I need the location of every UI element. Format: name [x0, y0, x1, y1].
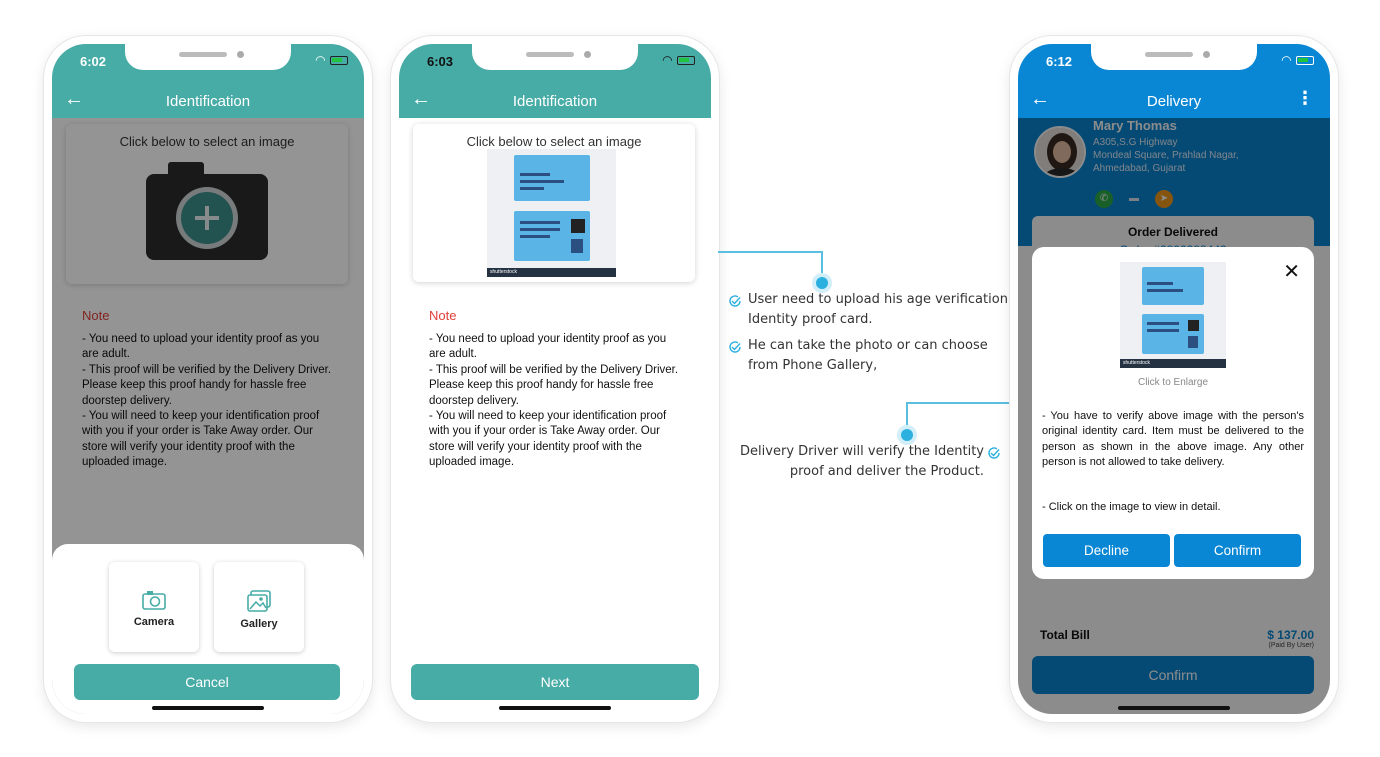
phone-screen	[399, 44, 711, 714]
status-time: 6:03	[427, 54, 454, 69]
customer-name: Mary Thomas	[1093, 118, 1177, 133]
camera-label: Camera	[133, 616, 175, 628]
connector-line	[906, 402, 1010, 404]
battery-icon	[1296, 56, 1314, 65]
phone-screen	[1018, 44, 1330, 714]
qr-code-icon	[1188, 320, 1199, 331]
gallery-label: Gallery	[240, 618, 278, 630]
note-title: Note	[82, 308, 110, 323]
wifi-icon: ◠	[315, 53, 325, 67]
battery-icon	[677, 56, 695, 65]
home-indicator	[152, 706, 264, 710]
page-title: Delivery	[1146, 93, 1202, 110]
confirm-button[interactable]: Confirm	[1174, 534, 1301, 567]
phone-delivery	[1010, 36, 1338, 722]
card-footer: shutterstock	[487, 268, 616, 277]
phone-screen	[52, 44, 364, 714]
notch	[472, 44, 638, 70]
connector-line	[821, 251, 823, 277]
wifi-icon: ◠	[662, 53, 672, 67]
annotation-upload: User need to upload his age verification Identity proof card.	[748, 292, 1008, 327]
notch	[125, 44, 291, 70]
image-select-caption: Click below to select an image	[119, 134, 295, 149]
id-card-image[interactable]	[1120, 262, 1226, 368]
phone-identification-picker	[44, 36, 372, 722]
battery-icon	[330, 56, 348, 65]
connector-line	[906, 402, 908, 428]
page-title: Identification	[512, 93, 598, 110]
cancel-button[interactable]: Cancel	[74, 664, 340, 700]
note-text: - You need to upload your identity proof as you are adult. - This proof will be verified by the Delivery Driver. Please keep this proof handy for hassle free doorstep delivery. - You will need to keep your identification proof with you if your order is Take Away order. Our store will verify your identity proof with the uploaded image.	[82, 333, 332, 469]
image-select-card[interactable]	[413, 124, 695, 282]
check-circle-icon	[987, 446, 1001, 460]
navigate-icon[interactable]: ➤	[1155, 190, 1173, 208]
notch	[1091, 44, 1257, 70]
id-card-image[interactable]	[487, 149, 616, 277]
total-label: Total Bill	[1040, 628, 1090, 642]
next-button[interactable]: Next	[411, 664, 699, 700]
phone-identification-selected	[391, 36, 719, 722]
customer-address: A305,S.G Highway Mondeal Square, Prahlad Nagar, Ahmedabad, Gujarat	[1093, 137, 1239, 174]
back-arrow-icon[interactable]: ←	[1030, 88, 1050, 110]
enlarge-hint: Click to Enlarge	[1137, 377, 1209, 388]
connector-dot	[816, 277, 828, 289]
gallery-option[interactable]	[214, 562, 304, 652]
order-status: Order Delivered	[1127, 225, 1219, 239]
page-title: Identification	[165, 93, 251, 110]
verify-identity-modal	[1032, 247, 1314, 579]
chat-icon[interactable]: ▬	[1129, 193, 1139, 204]
connector-dot	[901, 429, 913, 441]
more-vertical-icon[interactable]: ⋮	[1296, 88, 1314, 108]
confirm-delivery-button[interactable]: Confirm	[1032, 656, 1314, 694]
card-footer: shutterstock	[1120, 359, 1226, 368]
total-value: $ 137.00	[1267, 628, 1314, 642]
back-arrow-icon[interactable]: ←	[411, 88, 431, 110]
decline-button[interactable]: Decline	[1043, 534, 1170, 567]
home-indicator	[1118, 706, 1230, 710]
camera-icon	[142, 590, 166, 610]
camera-option[interactable]	[109, 562, 199, 652]
qr-code-icon	[571, 219, 585, 233]
annotation-driver: Delivery Driver will verify the Identity proof and deliver the Product.	[740, 444, 984, 479]
annotation-photo: He can take the photo or can choose from Phone Gallery,	[748, 338, 988, 373]
wifi-icon: ◠	[1281, 53, 1291, 67]
gallery-icon	[247, 590, 271, 612]
photo-icon	[1188, 336, 1198, 348]
total-note: (Paid By User)	[1268, 642, 1314, 649]
status-time: 6:02	[80, 54, 107, 69]
note-title: Note	[429, 308, 457, 323]
photo-icon	[571, 239, 583, 253]
verify-instructions: - You have to verify above image with the person's original identity card. Item must be delivered to the person as shown in the above image. Any other person is not allowed to take delivery.	[1042, 410, 1304, 469]
home-indicator	[499, 706, 611, 710]
image-source-sheet	[52, 544, 364, 714]
back-arrow-icon[interactable]: ←	[64, 88, 84, 110]
status-time: 6:12	[1046, 54, 1073, 69]
note-text: - You need to upload your identity proof as you are adult. - This proof will be verified by the Delivery Driver. Please keep this proof handy for hassle free doorstep delivery. - You will need to keep your identification proof with you if your order is Take Away order. Our store will verify your identity proof with the uploaded image.	[429, 333, 679, 469]
connector-line	[718, 251, 822, 253]
view-detail-instruction: - Click on the image to view in detail.	[1042, 501, 1221, 513]
image-select-caption: Click below to select an image	[466, 134, 642, 149]
check-circle-icon	[728, 294, 742, 308]
close-icon[interactable]: ✕	[1283, 261, 1300, 283]
phone-call-icon[interactable]: ✆	[1095, 190, 1113, 208]
check-circle-icon	[728, 340, 742, 354]
